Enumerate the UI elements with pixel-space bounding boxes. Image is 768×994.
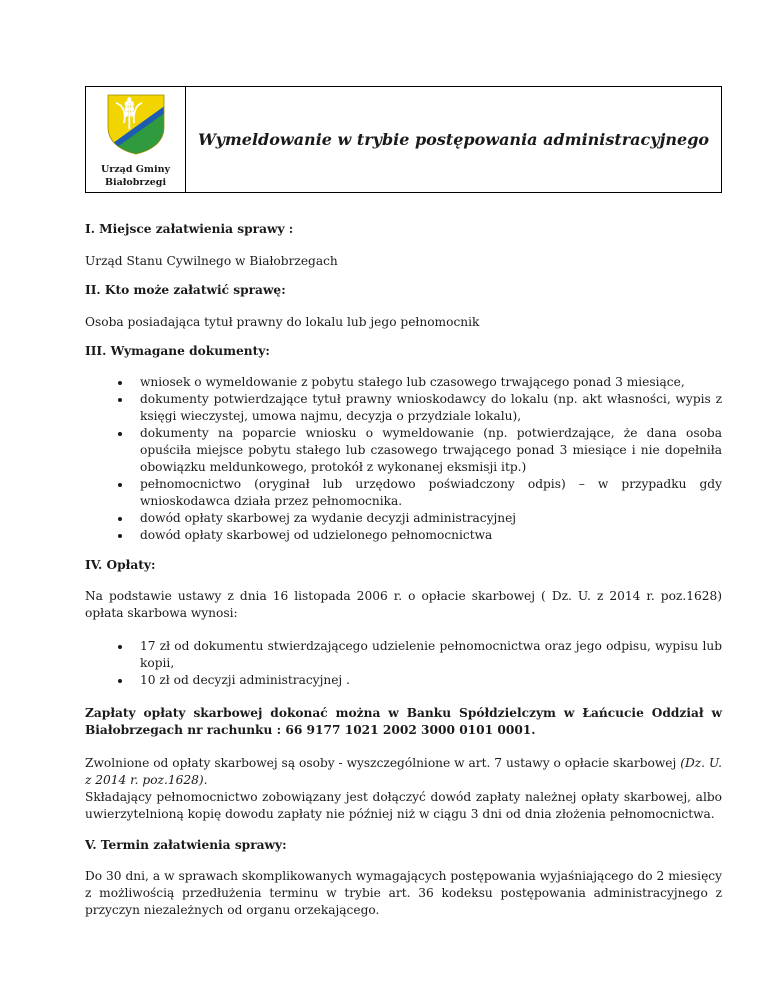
section-4-heading: IV. Opłaty: (85, 558, 156, 572)
section-5-heading: V. Termin załatwienia sprawy: (85, 838, 287, 852)
exemption-note (85, 755, 722, 789)
attorney-note: Składający pełnomocnictwo zobowiązany jest dołączyć dowód zapłaty należnej opłaty skarbowej, albo uwierzytelnioną kopię dowodu zapłaty nie później niż w ciągu 3 dni od dnia złożenia pełnomocnictwa. (85, 790, 722, 821)
bank-account-info: Zapłaty opłaty skarbowej dokonać można w Banku Spółdzielczym w Łańcucie Oddział w Białobrzegach nr rachunku : 66 9177 1021 2002 3000 0101 0001. (85, 706, 722, 737)
coat-of-arms-icon (106, 93, 166, 155)
section-5-text: Do 30 dni, a w sprawach skomplikowanych wymagających postępowania wyjaśniającego do 2 miesięcy z możliwością przedłużenia terminu w trybie art. 36 kodeksu postępowania administracyjnego z przyczyn niezależnych od organu orzekającego. (85, 869, 722, 917)
section-1-heading: I. Miejsce załatwienia sprawy : (85, 222, 294, 236)
list-item: dokumenty na poparcie wniosku o wymeldowanie (np. potwierdzające, że dana osoba opuściła miejsce pobytu stałego lub czasowego trwającego ponad 3 miesiące i nie dopełniła obowiązku meldunkowego, protokół z wykonanej eksmisji itp.) (85, 425, 722, 476)
list-item: dokumenty potwierdzające tytuł prawny wnioskodawcy do lokalu (np. akt własności, wypis z księgi wieczystej, umowa najmu, decyzja o przydziale lokalu), (85, 391, 722, 425)
document-title: Wymeldowanie w trybie postępowania administracyjnego (197, 130, 710, 149)
office-name-line1: Urząd Gminy (101, 164, 170, 175)
office-name-line2: Białobrzegi (104, 177, 167, 188)
exemption-text: Zwolnione od opłaty skarbowej są osoby - wyszczególnione w art. 7 ustawy o opłacie skarbowej (85, 756, 677, 770)
fees-list (85, 638, 722, 689)
document-body (85, 220, 722, 919)
section-2-heading: II. Kto może załatwić sprawę: (85, 283, 286, 297)
header-table (85, 86, 722, 193)
header-title-cell (186, 87, 721, 192)
list-item: pełnomocnictwo (oryginał lub urzędowo poświadczony odpis) – w przypadku gdy wnioskodawca działa przez pełnomocnika. (85, 476, 722, 510)
office-name (101, 163, 170, 189)
list-item: 17 zł od dokumentu stwierdzającego udzielenie pełnomocnictwa oraz jego odpisu, wypisu lub kopii, (85, 638, 722, 672)
list-item: dowód opłaty skarbowej od udzielonego pełnomocnictwa (85, 527, 722, 544)
list-item: 10 zł od decyzji administracyjnej . (85, 672, 722, 689)
list-item: dowód opłaty skarbowej za wydanie decyzji administracyjnej (85, 510, 722, 527)
list-item: wniosek o wymeldowanie z pobytu stałego lub czasowego trwającego ponad 3 miesiące, (85, 374, 722, 391)
section-3-heading: III. Wymagane dokumenty: (85, 344, 270, 358)
fees-intro: Na podstawie ustawy z dnia 16 listopada 2006 r. o opłacie skarbowej ( Dz. U. z 2014 r. poz.1628) opłata skarbowa wynosi: (85, 589, 722, 620)
required-documents-list (85, 374, 722, 544)
section-2-text: Osoba posiadająca tytuł prawny do lokalu lub jego pełnomocnik (85, 315, 480, 329)
section-1-text: Urząd Stanu Cywilnego w Białobrzegach (85, 254, 338, 268)
exemption-reference: (Dz. U. z 2014 r. poz.1628). (85, 756, 722, 787)
header-logo-cell (86, 87, 186, 192)
